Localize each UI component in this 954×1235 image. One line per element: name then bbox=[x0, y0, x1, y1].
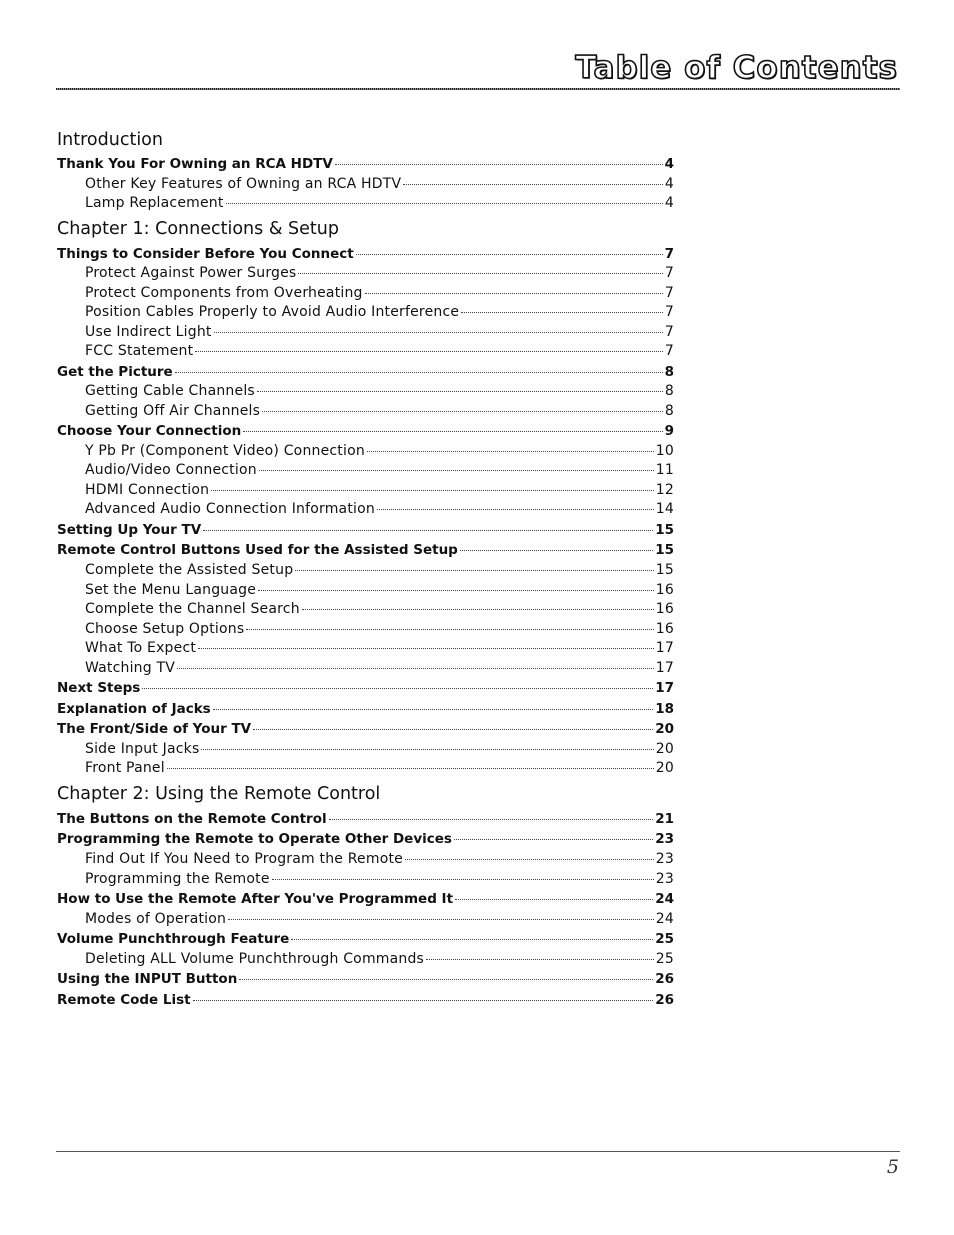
dot-leader bbox=[257, 391, 663, 392]
entry-page-number: 7 bbox=[664, 304, 674, 321]
dot-leader bbox=[262, 411, 663, 412]
toc-subentry bbox=[57, 342, 674, 362]
footer-rule bbox=[56, 1151, 900, 1152]
entry-page-number: 23 bbox=[655, 831, 674, 848]
entry-title: Thank You For Owning an RCA HDTV bbox=[57, 156, 333, 172]
entry-title: Front Panel bbox=[85, 760, 165, 777]
section-heading: Chapter 1: Connections & Setup bbox=[57, 218, 339, 239]
entry-title: Other Key Features of Owning an RCA HDTV bbox=[85, 175, 402, 192]
dot-leader bbox=[239, 979, 653, 980]
entry-page-number: 16 bbox=[655, 620, 674, 637]
toc-entry bbox=[57, 889, 674, 910]
entry-title: The Buttons on the Remote Control bbox=[57, 810, 327, 827]
entry-title: Explanation of Jacks bbox=[57, 700, 211, 717]
toc-entry bbox=[57, 244, 674, 265]
entry-title: FCC Statement bbox=[85, 343, 194, 360]
dot-leader bbox=[258, 590, 654, 591]
entry-title: Get the Picture bbox=[57, 363, 173, 380]
toc-subentry bbox=[57, 850, 674, 870]
table-of-contents bbox=[57, 126, 674, 1010]
toc-entry bbox=[57, 678, 674, 699]
dot-leader bbox=[403, 184, 663, 185]
entry-page-number: 10 bbox=[655, 442, 674, 459]
toc-subentry bbox=[57, 194, 674, 214]
dot-leader bbox=[302, 609, 654, 610]
entry-page-number: 17 bbox=[655, 640, 674, 657]
dot-leader bbox=[460, 550, 653, 551]
toc-subentry bbox=[57, 659, 674, 679]
entry-page-number: 17 bbox=[655, 659, 674, 676]
entry-page-number: 15 bbox=[655, 521, 674, 538]
entry-title: Next Steps bbox=[57, 680, 141, 697]
entry-title: Things to Consider Before You Connect bbox=[57, 245, 354, 262]
dot-leader bbox=[228, 919, 654, 920]
dot-leader bbox=[298, 273, 662, 274]
toc-subentry bbox=[57, 639, 674, 659]
entry-title: Choose Your Connection bbox=[57, 423, 242, 440]
entry-page-number: 17 bbox=[655, 680, 674, 697]
dot-leader bbox=[213, 709, 653, 710]
dot-leader bbox=[365, 293, 663, 294]
entry-title: Advanced Audio Connection Information bbox=[85, 501, 375, 518]
entry-title: Programming the Remote to Operate Other Devices bbox=[57, 831, 452, 848]
toc-entry bbox=[57, 154, 674, 175]
dot-leader bbox=[203, 530, 653, 531]
entry-title: What To Expect bbox=[85, 640, 197, 657]
entry-title: Remote Code List bbox=[57, 991, 191, 1008]
entry-title: Lamp Replacement bbox=[85, 195, 224, 212]
dot-leader bbox=[142, 688, 653, 689]
dot-leader bbox=[426, 959, 654, 960]
page-header bbox=[56, 50, 900, 90]
entry-title: Complete the Assisted Setup bbox=[85, 562, 294, 579]
entry-title: Audio/Video Connection bbox=[85, 462, 257, 479]
entry-page-number: 7 bbox=[664, 284, 674, 301]
toc-subentry bbox=[57, 402, 674, 422]
entry-page-number: 7 bbox=[664, 245, 674, 262]
entry-title: Protect Against Power Surges bbox=[85, 265, 297, 282]
toc-subentry bbox=[57, 303, 674, 323]
toc-entry bbox=[57, 719, 674, 740]
dot-leader bbox=[175, 372, 663, 373]
entry-page-number: 24 bbox=[655, 891, 674, 908]
dot-leader bbox=[454, 839, 653, 840]
page-number: 5 bbox=[886, 1156, 899, 1178]
dot-leader bbox=[461, 312, 663, 313]
dot-leader bbox=[356, 254, 663, 255]
entry-title: Getting Off Air Channels bbox=[85, 402, 261, 419]
entry-title: Remote Control Buttons Used for the Assisted Setup bbox=[57, 542, 458, 559]
dot-leader bbox=[246, 629, 653, 630]
toc-entry bbox=[57, 362, 674, 383]
entry-title: Complete the Channel Search bbox=[85, 601, 300, 618]
toc-entry bbox=[57, 969, 674, 990]
toc-entry bbox=[57, 520, 674, 541]
entry-title: Set the Menu Language bbox=[85, 581, 257, 598]
section-heading: Chapter 2: Using the Remote Control bbox=[57, 783, 381, 804]
page-title: Table of Contents bbox=[575, 50, 898, 86]
dot-leader bbox=[167, 768, 654, 769]
entry-page-number: 20 bbox=[655, 721, 674, 738]
dot-leader bbox=[335, 164, 663, 165]
entry-page-number: 23 bbox=[655, 851, 674, 868]
entry-title: Use Indirect Light bbox=[85, 323, 212, 340]
entry-page-number: 8 bbox=[664, 383, 674, 400]
toc-subentry bbox=[57, 481, 674, 501]
dot-leader bbox=[211, 490, 654, 491]
entry-page-number: 9 bbox=[664, 423, 674, 440]
entry-title: Deleting ALL Volume Punchthrough Commands bbox=[85, 950, 425, 967]
dot-leader bbox=[195, 351, 663, 352]
entry-page-number: 8 bbox=[664, 402, 674, 419]
dot-leader bbox=[198, 648, 654, 649]
toc-subentry bbox=[57, 620, 674, 640]
entry-title: Choose Setup Options bbox=[85, 620, 245, 637]
entry-page-number: 23 bbox=[655, 870, 674, 887]
entry-page-number: 25 bbox=[655, 931, 674, 948]
dot-leader bbox=[259, 470, 654, 471]
entry-page-number: 15 bbox=[655, 542, 674, 559]
dot-leader bbox=[193, 1000, 654, 1001]
toc-subentry bbox=[57, 581, 674, 601]
entry-title: Using the INPUT Button bbox=[57, 971, 238, 988]
entry-page-number: 18 bbox=[655, 700, 674, 717]
entry-page-number: 4 bbox=[664, 156, 674, 172]
entry-page-number: 4 bbox=[664, 195, 674, 212]
entry-page-number: 14 bbox=[655, 501, 674, 518]
toc-entry bbox=[57, 929, 674, 950]
entry-title: Y Pb Pr (Component Video) Connection bbox=[85, 442, 365, 459]
toc-subentry bbox=[57, 740, 674, 760]
toc-subentry bbox=[57, 600, 674, 620]
toc-entry bbox=[57, 809, 674, 830]
entry-title: Protect Components from Overheating bbox=[85, 284, 363, 301]
toc-subentry bbox=[57, 870, 674, 890]
dot-leader bbox=[226, 203, 663, 204]
dot-leader bbox=[177, 668, 654, 669]
entry-page-number: 26 bbox=[655, 971, 674, 988]
entry-page-number: 20 bbox=[655, 740, 674, 757]
entry-title: Volume Punchthrough Feature bbox=[57, 931, 290, 948]
dot-leader bbox=[201, 749, 653, 750]
dot-leader bbox=[272, 879, 654, 880]
toc-subentry bbox=[57, 950, 674, 970]
entry-title: Find Out If You Need to Program the Remote bbox=[85, 851, 403, 868]
dot-leader bbox=[295, 570, 653, 571]
toc-subentry bbox=[57, 284, 674, 304]
dot-leader bbox=[214, 332, 663, 333]
entry-page-number: 15 bbox=[655, 562, 674, 579]
toc-entry bbox=[57, 421, 674, 442]
entry-page-number: 7 bbox=[664, 343, 674, 360]
entry-title: The Front/Side of Your TV bbox=[57, 721, 252, 738]
entry-page-number: 25 bbox=[655, 950, 674, 967]
dot-leader bbox=[405, 859, 654, 860]
entry-title: Programming the Remote bbox=[85, 870, 270, 887]
entry-title: Modes of Operation bbox=[85, 910, 227, 927]
entry-page-number: 8 bbox=[664, 363, 674, 380]
header-rule bbox=[56, 88, 900, 90]
toc-subentry bbox=[57, 175, 674, 195]
toc-subentry bbox=[57, 323, 674, 343]
entry-page-number: 20 bbox=[655, 760, 674, 777]
entry-title: Side Input Jacks bbox=[85, 740, 200, 757]
toc-subentry bbox=[57, 461, 674, 481]
entry-page-number: 7 bbox=[664, 265, 674, 282]
entry-title: Watching TV bbox=[85, 659, 176, 676]
entry-page-number: 16 bbox=[655, 601, 674, 618]
entry-page-number: 7 bbox=[664, 323, 674, 340]
entry-page-number: 21 bbox=[655, 810, 674, 827]
dot-leader bbox=[455, 899, 653, 900]
entry-page-number: 11 bbox=[655, 462, 674, 479]
toc-subentry bbox=[57, 561, 674, 581]
toc-entry bbox=[57, 990, 674, 1011]
entry-page-number: 16 bbox=[655, 581, 674, 598]
dot-leader bbox=[377, 509, 654, 510]
toc-subentry bbox=[57, 442, 674, 462]
entry-title: Getting Cable Channels bbox=[85, 383, 255, 400]
entry-title: How to Use the Remote After You've Programmed It bbox=[57, 891, 454, 908]
toc-entry bbox=[57, 540, 674, 561]
entry-page-number: 12 bbox=[655, 481, 674, 498]
entry-title: HDMI Connection bbox=[85, 481, 210, 498]
toc-subentry bbox=[57, 910, 674, 930]
dot-leader bbox=[291, 939, 653, 940]
dot-leader bbox=[367, 451, 654, 452]
dot-leader bbox=[329, 819, 654, 820]
toc-subentry bbox=[57, 500, 674, 520]
toc-subentry bbox=[57, 382, 674, 402]
entry-title: Position Cables Properly to Avoid Audio Interference bbox=[85, 304, 460, 321]
toc-subentry bbox=[57, 759, 674, 779]
entry-page-number: 4 bbox=[664, 175, 674, 192]
entry-page-number: 24 bbox=[655, 910, 674, 927]
toc-subentry bbox=[57, 264, 674, 284]
section-heading: Introduction bbox=[57, 130, 163, 150]
entry-page-number: 26 bbox=[655, 991, 674, 1008]
dot-leader bbox=[253, 729, 653, 730]
toc-entry bbox=[57, 699, 674, 720]
dot-leader bbox=[243, 431, 662, 432]
entry-title: Setting Up Your TV bbox=[57, 521, 202, 538]
toc-entry bbox=[57, 829, 674, 850]
